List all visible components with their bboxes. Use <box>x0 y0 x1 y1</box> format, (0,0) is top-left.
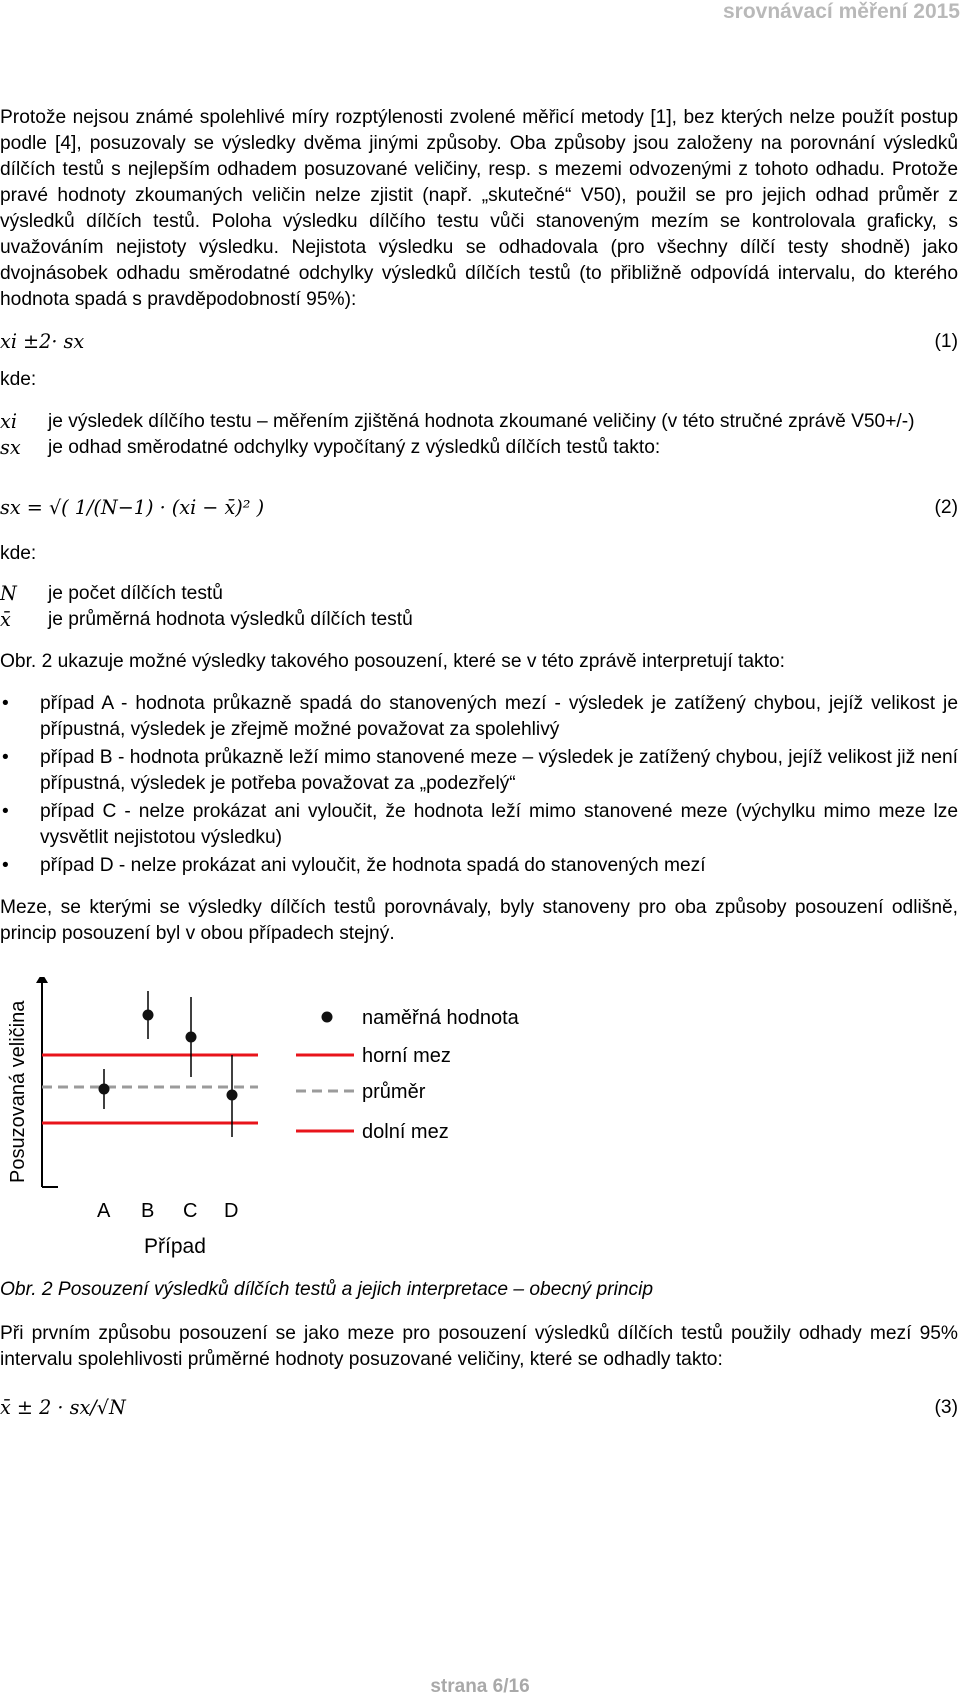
equation-1 <box>0 329 958 355</box>
figure-caption: Obr. 2 Posouzení výsledků dílčích testů a jejich interpretace – obecný princip <box>0 1279 654 1300</box>
equation-1-formula: xi ±2· sx <box>0 330 85 353</box>
legend-mean-label: průměr <box>362 1081 426 1103</box>
case-text: případ B - hodnota průkazně leží mimo stanovené meze – výsledek je zatížený chybou, jejíž velikost již není přípustná, výsledek je potřeba považovat za „podezřelý“ <box>40 747 958 794</box>
definition-n <box>0 581 958 607</box>
definition-text: je výsledek dílčího testu – měřením zjištěná hodnota zkoumané veličiny (v této stručné zprávě V50+/-) <box>48 411 915 432</box>
limits-paragraph: Meze, se kterými se výsledky dílčích testů porovnávaly, byly stanoveny pro oba způsoby posouzení odlišně, princip posouzení byl v obou případech stejný. <box>0 897 958 944</box>
bullet-icon: • <box>2 693 9 714</box>
case-item <box>0 853 958 879</box>
equation-1-number: (1) <box>934 331 958 352</box>
bullet-icon: • <box>2 855 9 876</box>
equation-2-formula: sx = √( 1/(N−1) · (xi − x̄)² ) <box>0 496 265 519</box>
definition-symbol: x̄ <box>0 608 11 631</box>
definition-text: je odhad směrodatné odchylky vypočítaný z výsledků dílčích testů takto: <box>48 437 661 458</box>
page-content <box>0 105 958 1431</box>
case-a-point <box>99 1084 110 1095</box>
definition-symbol: N <box>0 582 17 605</box>
equation-2-number: (2) <box>934 497 958 518</box>
case-item <box>0 691 958 743</box>
case-item <box>0 799 958 851</box>
cases-list <box>0 691 958 879</box>
case-label-a: A <box>97 1200 111 1222</box>
legend-upper-label: horní mez <box>362 1045 451 1067</box>
figure-intro-paragraph: Obr. 2 ukazuje možné výsledky takového posouzení, které se v této zprávě interpretují takto: <box>0 651 785 672</box>
case-label-b: B <box>141 1200 155 1222</box>
case-text: případ D - nelze prokázat ani vyloučit, že hodnota spadá do stanovených mezí <box>40 855 706 876</box>
case-text: případ C - nelze prokázat ani vyloučit, že hodnota leží mimo stanovené meze (výchylku mimo meze lze vysvětlit nejistotou výsledku) <box>40 801 958 848</box>
definition-text: je průměrná hodnota výsledků dílčích testů <box>48 609 413 630</box>
case-b-point <box>143 1010 154 1021</box>
definition-symbol: sx <box>0 436 21 459</box>
legend-point-icon <box>322 1012 333 1023</box>
interpretation-diagram <box>0 977 560 1267</box>
bullet-icon: • <box>2 747 9 768</box>
definition-symbol: xi <box>0 410 17 433</box>
figure-2 <box>0 977 958 1267</box>
definition-xbar <box>0 607 958 633</box>
page-footer: strana 6/16 <box>430 1676 530 1697</box>
y-axis-label: Posuzovaná veličina <box>7 1000 29 1183</box>
equation-3 <box>0 1395 958 1431</box>
definition-xi <box>0 409 958 435</box>
bullet-icon: • <box>2 801 9 822</box>
where-label-2: kde: <box>0 543 37 564</box>
case-d-point <box>227 1090 238 1101</box>
equation-2 <box>0 495 958 535</box>
y-axis-arrow-icon <box>36 977 48 983</box>
legend-lower-label: dolní mez <box>362 1121 449 1143</box>
case-c-point <box>186 1032 197 1043</box>
case-label-d: D <box>224 1200 239 1222</box>
where-label-1: kde: <box>0 369 37 390</box>
case-item <box>0 745 958 797</box>
x-axis-label: Případ <box>144 1235 206 1258</box>
equation-3-number: (3) <box>934 1397 958 1418</box>
definition-sx <box>0 435 958 461</box>
equation-3-formula: x̄ ± 2 · sx/√N <box>0 1396 126 1419</box>
definition-text: je počet dílčích testů <box>48 583 223 604</box>
case-text: případ A - hodnota průkazně spadá do stanovených mezí - výsledek je zatížený chybou, jejíž velikost je přípustná, výsledek je zřejmě možné považovat za spolehlivý <box>40 693 958 740</box>
definitions-2 <box>0 581 958 633</box>
case-label-c: C <box>183 1200 198 1222</box>
legend-point-label: naměřná hodnota <box>362 1007 519 1029</box>
page-header: srovnávací měření 2015 <box>723 0 960 23</box>
definitions-1 <box>0 409 958 461</box>
intro-paragraph: Protože nejsou známé spolehlivé míry rozptýlenosti zvolené měřicí metody [1], bez kterých nelze použít postup podle [4], posuzovaly se výsledky dvěma jinými způsoby. Oba způsoby jsou založeny na porovnání výsledků dílčích testů s nejlepším odhadem posuzované veličiny, resp. s mezemi odvozenými z tohoto odhadu. Protože pravé hodnoty zkoumaných veličin nelze zjistit (např. „skutečné“ V50), použil se pro jejich odhad průměr z výsledků dílčích testů. Poloha výsledku dílčího testu vůči stanoveným mezím se kontrolovala graficky, s uvažováním nejistoty výsledku. Nejistota výsledku se odhadovala (pro všechny dílčí testy shodně) jako dvojnásobek odhadu směrodatné odchylky výsledků dílčích testů (to přibližně odpovídá intervalu, do kterého hodnota spadá s pravděpodobností 95%): <box>0 107 958 310</box>
method-paragraph: Při prvním způsobu posouzení se jako meze pro posouzení výsledků dílčích testů použily odhady mezí 95% intervalu spolehlivosti průměrné hodnoty posuzované veličiny, které se odhadly takto: <box>0 1323 958 1370</box>
